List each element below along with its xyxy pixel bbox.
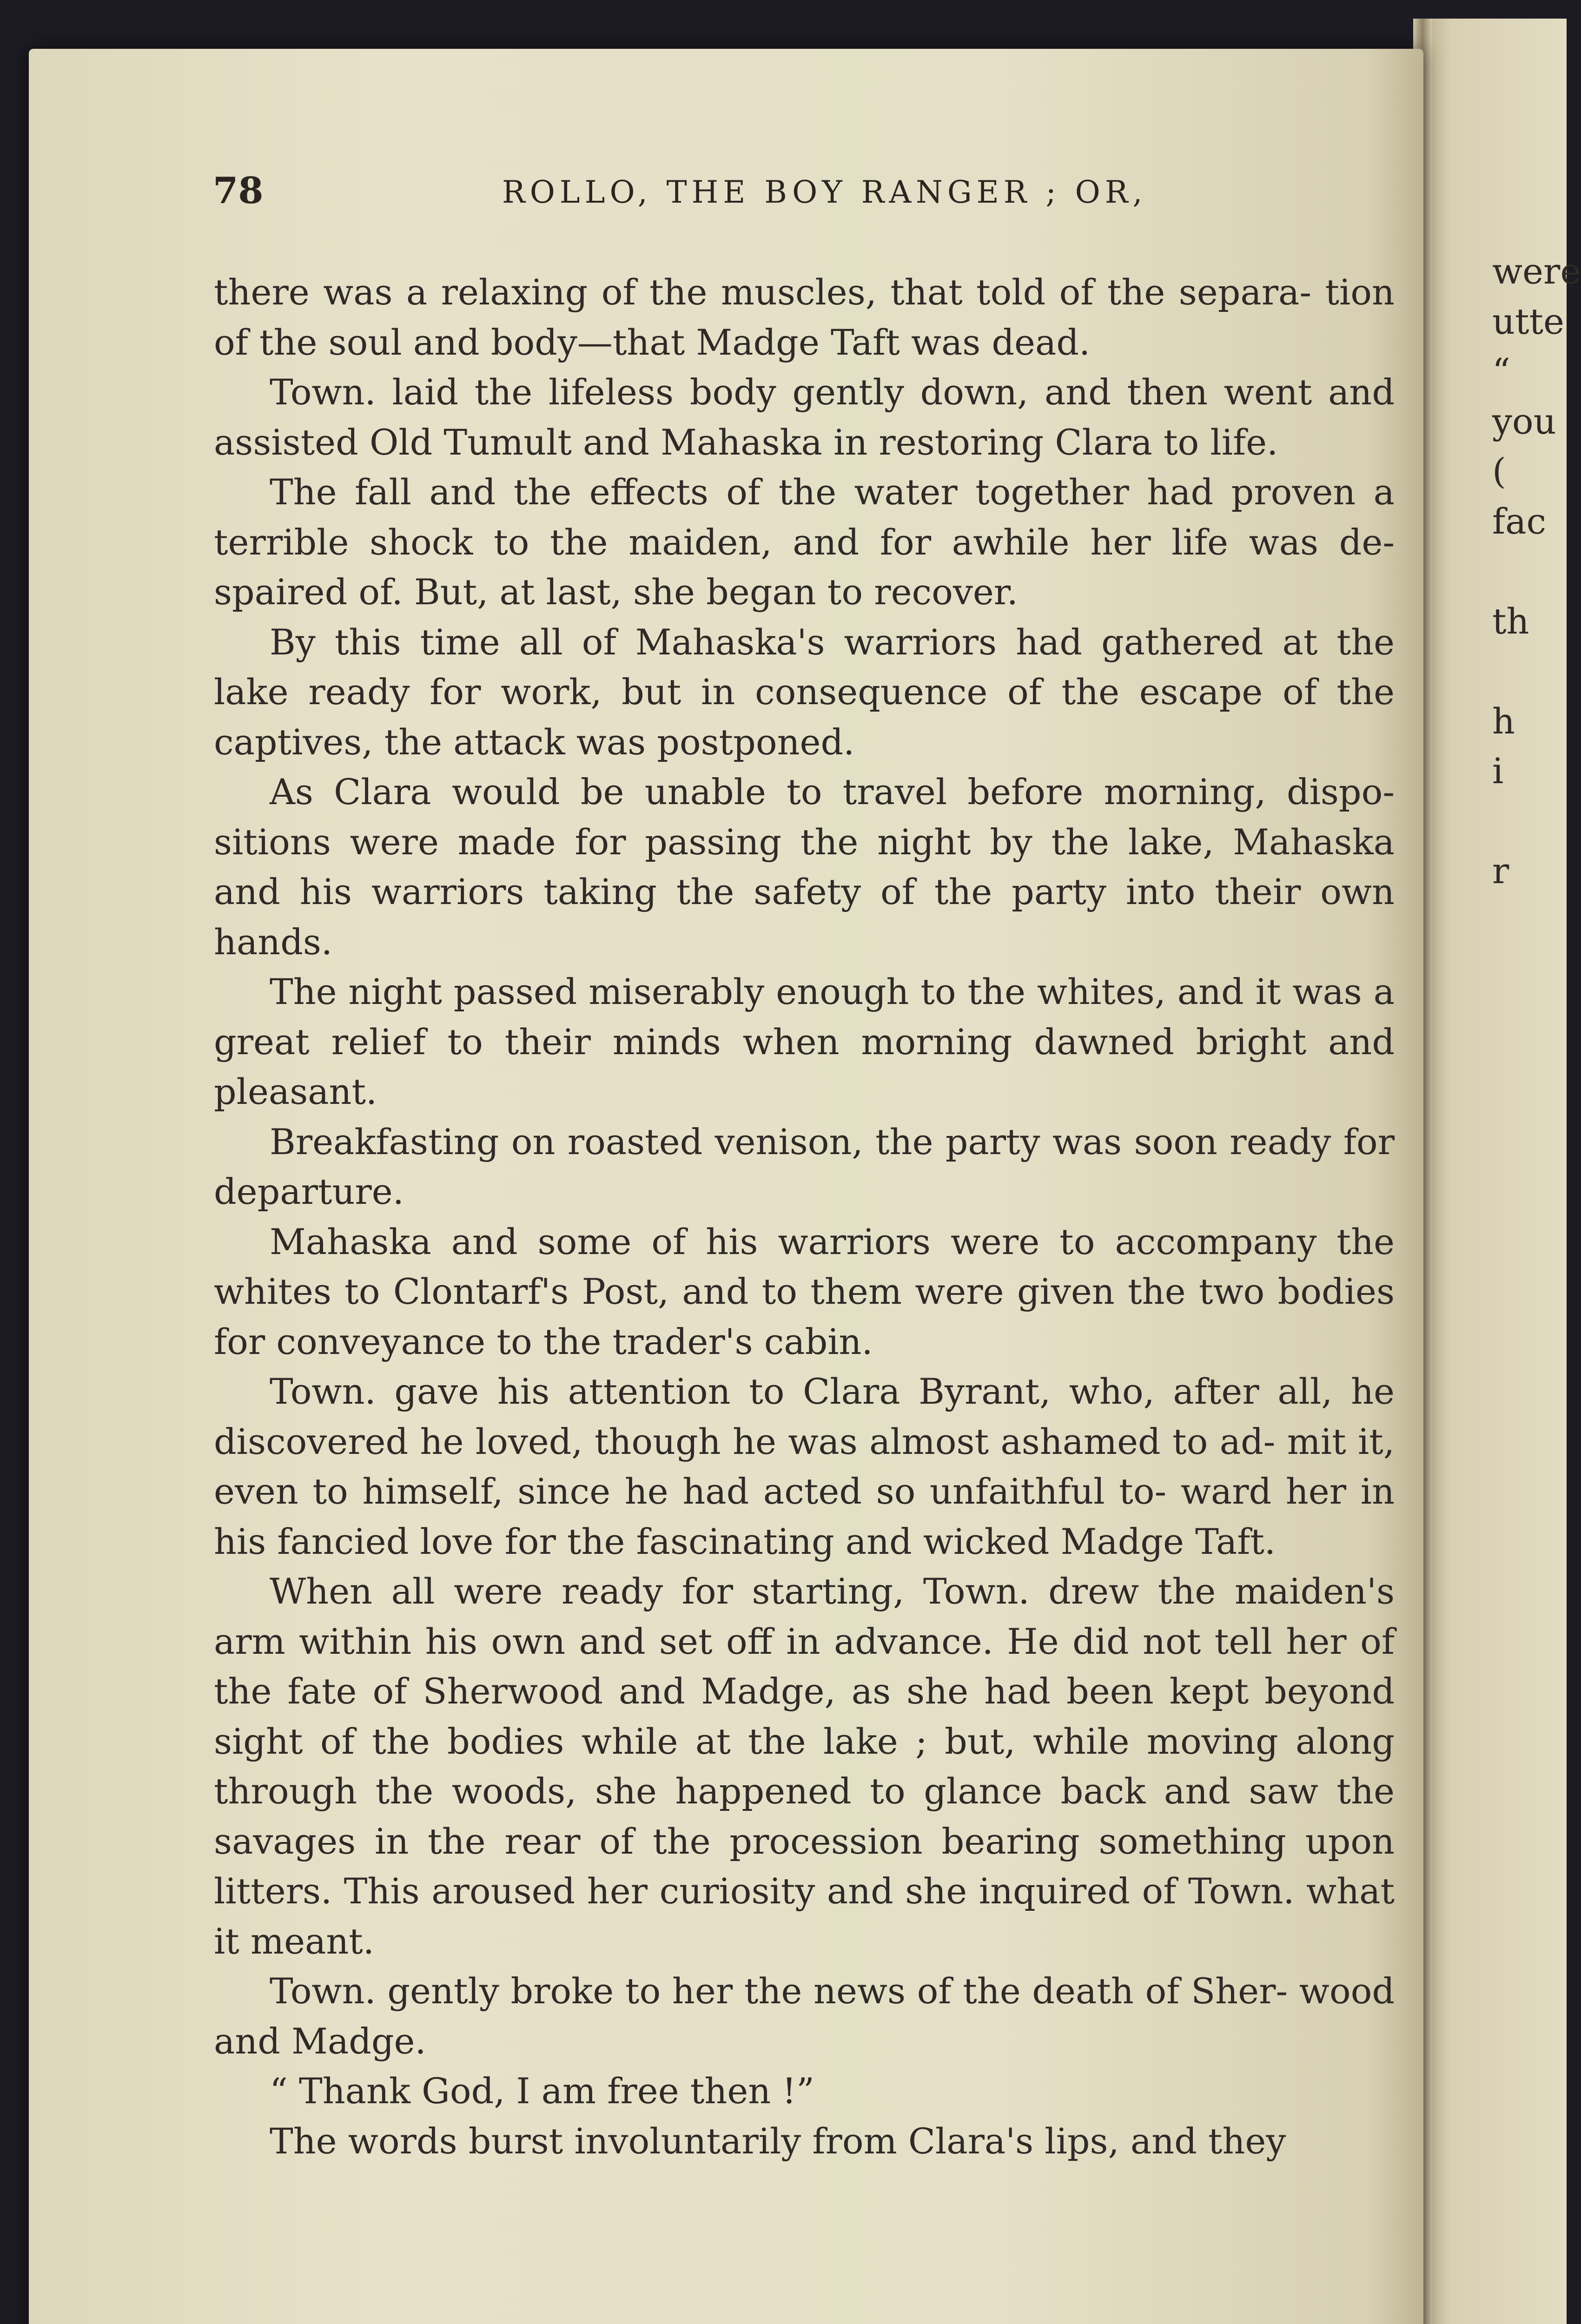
page-header: [186, 170, 1418, 225]
paragraph: “ Thank God, I am free then !”: [270, 2070, 814, 2112]
paragraph: Breakfasting on roasted venison, the party was soon ready for departure.: [214, 1121, 1395, 1212]
facing-page-fragment: [1492, 646, 1567, 696]
paragraph: Mahaska and some of his warriors were to accompany the whites to Clontarf's Post, and to them were given the two bodies for conveyance to the trader's cabin.: [214, 1221, 1395, 1362]
paragraph: Town. gently broke to her the news of the death of Sher- wood and Madge.: [214, 1970, 1395, 2062]
paragraph: The words burst involuntarily from Clara's lips, and they: [270, 2120, 1286, 2162]
facing-page-fragment: fac: [1492, 500, 1547, 542]
paragraph: there was a relaxing of the muscles, that told of the separa- tion of the soul and body—that Madge Taft was dead.: [214, 271, 1395, 363]
facing-page-fragment: h: [1492, 700, 1515, 742]
facing-page-fragment: were: [1492, 251, 1581, 292]
facing-page-fragment: r: [1492, 850, 1509, 891]
facing-page-fragment: utte: [1492, 300, 1565, 342]
body-text: [214, 267, 1395, 2166]
facing-page-fragment: [1492, 546, 1567, 596]
facing-page-fragment: you: [1492, 400, 1556, 442]
facing-page-fragment: [1492, 796, 1567, 846]
facing-page-fragment: “: [1492, 350, 1510, 392]
paragraph: The night passed miserably enough to the whites, and it was a great relief to their minds when morning dawned bright and pleasant.: [214, 971, 1395, 1112]
paragraph: When all were ready for starting, Town. drew the maiden's arm within his own and set off in advance. He did not tell her of the fate of Sherwood and Madge, as she had been kept beyond sight of the bodies while at the lake ; but, while moving along through the woods, she happened to glance back and saw the savages in the rear of the procession bearing something upon litters. This aroused her curiosity and she inquired of Town. what it meant.: [214, 1571, 1395, 1962]
paragraph: As Clara would be unable to travel before morning, dispo- sitions were made for passing the night by the lake, Mahaska and his warriors taking the safety of the party into their own hands.: [214, 771, 1395, 963]
paragraph: Town. laid the lifeless body gently down, and then went and assisted Old Tumult and Mahaska in restoring Clara to life.: [214, 371, 1395, 463]
running-title: ROLLO, THE BOY RANGER ; OR,: [502, 174, 1147, 210]
page-number: 78: [213, 170, 264, 212]
facing-page-fragment: th: [1492, 600, 1529, 642]
facing-page-fragment: i: [1492, 750, 1504, 792]
facing-page-fragment: (: [1492, 450, 1506, 492]
paragraph: Town. gave his attention to Clara Byrant, who, after all, he discovered he loved, though he was almost ashamed to ad- mit it, even to himself, since he had acted so unfaithful to- ward her in his fancied love for the fascinating and wicked Madge Taft.: [214, 1371, 1395, 1562]
paragraph: By this time all of Mahaska's warriors had gathered at the lake ready for work, but in consequence of the escape of the captives, the attack was postponed.: [214, 621, 1395, 763]
facing-page-text: [1492, 246, 1581, 896]
paragraph: The fall and the effects of the water together had proven a terrible shock to the maiden, and for awhile her life was de- spaired of. But, at last, she began to recover.: [214, 471, 1395, 613]
